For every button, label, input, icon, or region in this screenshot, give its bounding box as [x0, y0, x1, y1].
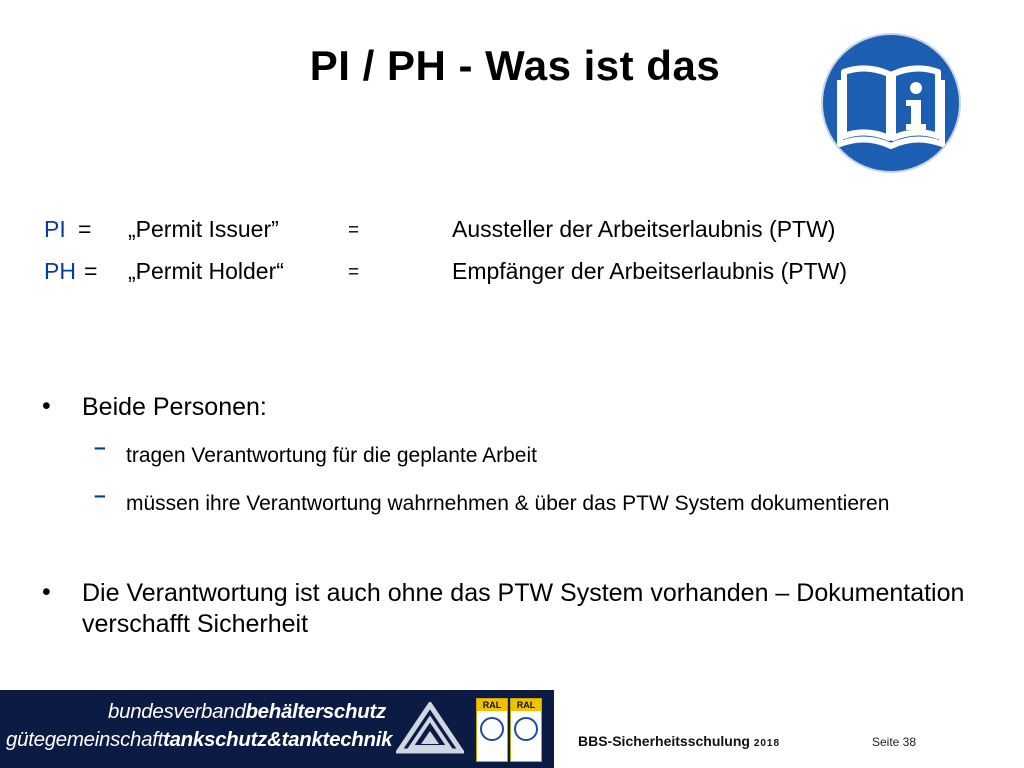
seminar-title [578, 733, 780, 749]
ral-label: RAL [511, 699, 541, 711]
definition-equals: = [348, 262, 360, 283]
definition-term: „Permit Holder“ [128, 258, 284, 284]
definition-equals: = [84, 258, 98, 284]
ral-seal-icon [514, 717, 538, 741]
bullet-marker: • [42, 392, 51, 420]
definition-equals: = [78, 216, 92, 242]
footer-text: gütegemeinschaft [6, 728, 164, 751]
page-title: PI / PH - Was ist das [309, 42, 721, 89]
definition-term: „Permit Issuer” [128, 216, 279, 242]
definition-meaning: Aussteller der Arbeitserlaubnis (PTW) [452, 216, 836, 242]
footer-line-guetegemeinschaft [6, 728, 392, 752]
ral-label: RAL [477, 699, 507, 711]
bullet-text: Beide Personen: [82, 393, 267, 421]
definition-equals: = [348, 220, 360, 241]
definition-abbr: PI [44, 216, 66, 242]
footer-text: bundesverband [108, 700, 246, 723]
ral-seal-icon [480, 717, 504, 741]
seminar-year: 2018 [753, 738, 781, 749]
triangle-logo-icon [396, 702, 464, 754]
ral-quality-badge [476, 698, 508, 762]
footer-line-bundesverband [108, 700, 386, 724]
definition-abbr: PH [44, 258, 76, 284]
footer-text-bold: behälterschutz [245, 700, 386, 723]
ral-quality-badge [510, 698, 542, 762]
bullet-marker: • [42, 578, 51, 606]
bullet-text: Die Verantwortung ist auch ohne das PTW System vorhanden – Dokumentation verschafft Sicherheit [82, 579, 965, 638]
page-number: Seite 38 [872, 735, 917, 749]
dash-marker: – [94, 436, 106, 459]
footer-text-bold: tankschutz&tanktechnik [163, 728, 393, 751]
info-book-icon [818, 30, 964, 176]
sub-bullet-text: müssen ihre Verantwortung wahrnehmen & über das PTW System dokumentieren [126, 492, 890, 515]
definition-meaning: Empfänger der Arbeitserlaubnis (PTW) [452, 258, 847, 284]
footer-banner [0, 690, 554, 768]
dash-marker: – [94, 484, 106, 507]
seminar-name: BBS-Sicherheitsschulung [578, 733, 750, 749]
sub-bullet-text: tragen Verantwortung für die geplante Arbeit [126, 444, 537, 467]
